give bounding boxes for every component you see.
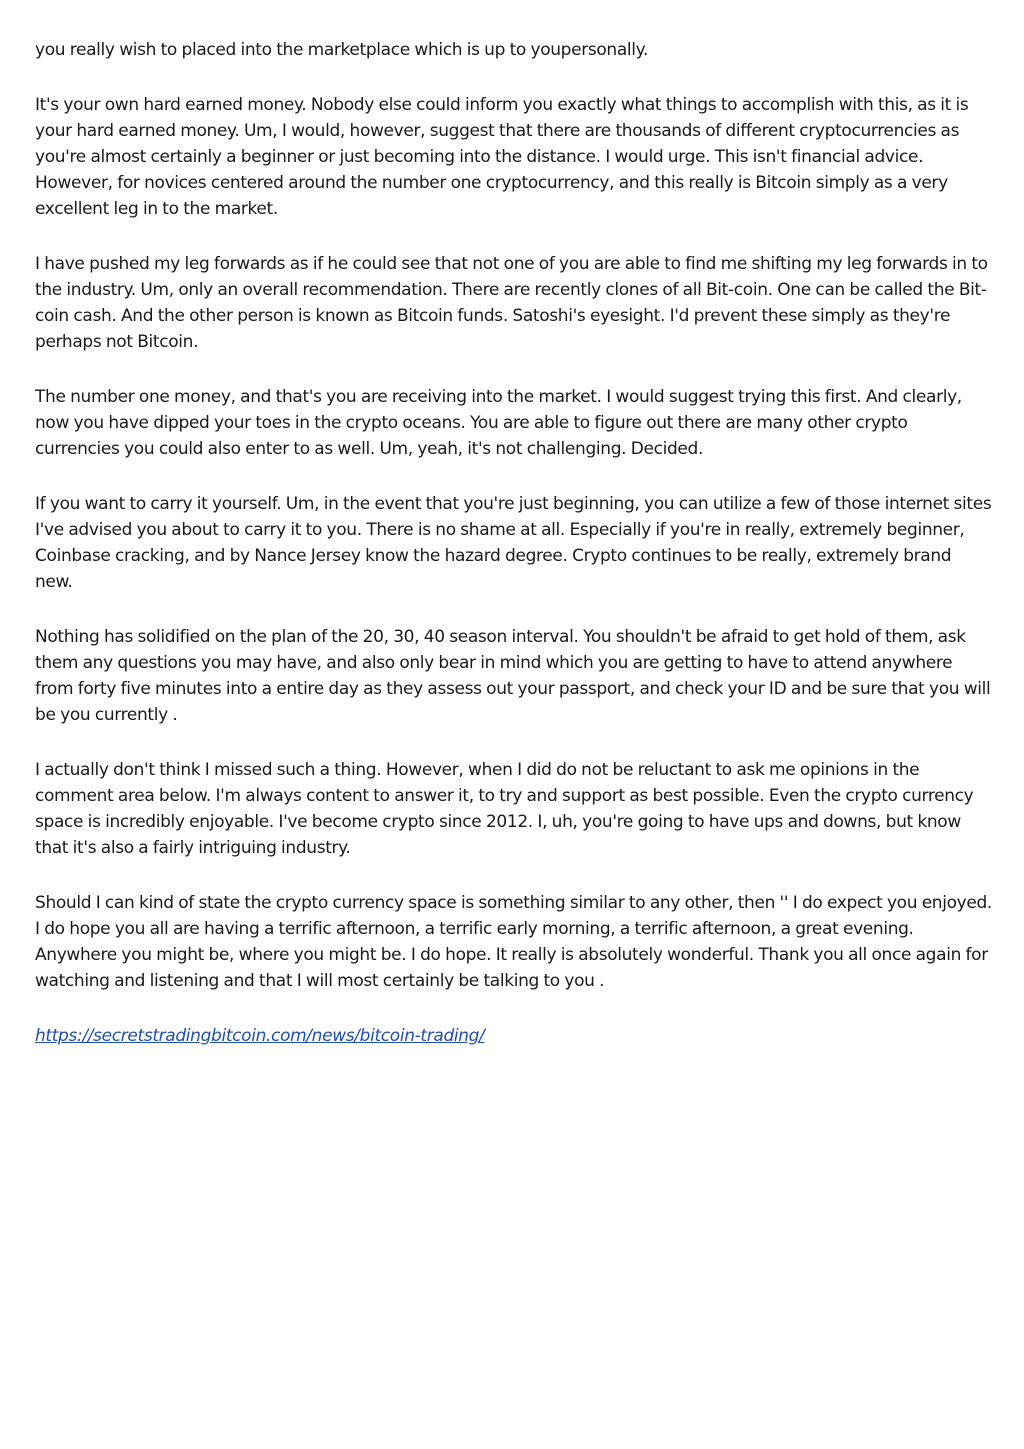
paragraph-4: The number one money, and that's you are receiving into the market. I would suggest trying this first. And clearly, now you have dipped your toes in the crypto oceans. You are able to figure out there are many other crypto currencies you could also enter to as well. Um, yeah, it's not challenging. Decided. [35,387,962,459]
paragraph-5: If you want to carry it yourself. Um, in the event that you're just beginning, you can utilize a few of those internet sites I've advised you about to carry it to you. There is no shame at all. Especially if you're in really, extremely beginner, Coinbase cracking, and by Nance Jersey know the hazard degree. Crypto continues to be really, extremely brand new. [35,494,992,592]
paragraph-2: It's your own hard earned money. Nobody else could inform you exactly what things to accomplish with this, as it is your hard earned money. Um, I would, however, suggest that there are thousands of different cryptocurrencies as you're almost certainly a beginner or just becoming into the distance. I would urge. This isn't financial advice. However, for novices centered around the number one cryptocurrency, and this really is Bitcoin simply as a very excellent leg in to the market. [35,95,969,219]
paragraph-7: I actually don't think I missed such a thing. However, when I did do not be reluctant to ask me opinions in the comment area below. I'm always content to answer it, to try and support as best possible. Even the crypto currency space is incredibly enjoyable. I've become crypto since 2012. I, uh, you're going to have ups and downs, but know that it's also a fairly intriguing industry. [35,760,974,858]
paragraph-6: Nothing has solidified on the plan of the 20, 30, 40 season interval. You shouldn't be afraid to get hold of them, ask them any questions you may have, and also only bear in mind which you are getting to have to attend anywhere from forty five minutes into a entire day as they assess out your passport, and check your ID and be sure that you will be you currently . [35,627,991,725]
paragraph-8: Should I can kind of state the crypto currency space is something similar to any other, then '' I do expect you enjoyed. I do hope you all are having a terrific afternoon, a terrific early morning, a terrific afternoon, a great evening. Anywhere you might be, where you might be. I do hope. It really is absolutely wonderful. Thank you all once again for watching and listening and that I will most certainly be talking to you . [35,893,992,991]
paragraph-1: you really wish to placed into the marketplace which is up to youpersonally. [35,40,649,60]
source-link[interactable]: https://secretstradingbitcoin.com/news/bitcoin-trading/ [35,1026,485,1046]
document-body [35,37,993,1049]
paragraph-3: I have pushed my leg forwards as if he could see that not one of you are able to find me shifting my leg forwards in to the industry. Um, only an overall recommendation. There are recently clones of all Bit-coin. One can be called the Bit-coin cash. And the other person is known as Bitcoin funds. Satoshi's eyesight. I'd prevent these simply as they're perhaps not Bitcoin. [35,254,988,352]
